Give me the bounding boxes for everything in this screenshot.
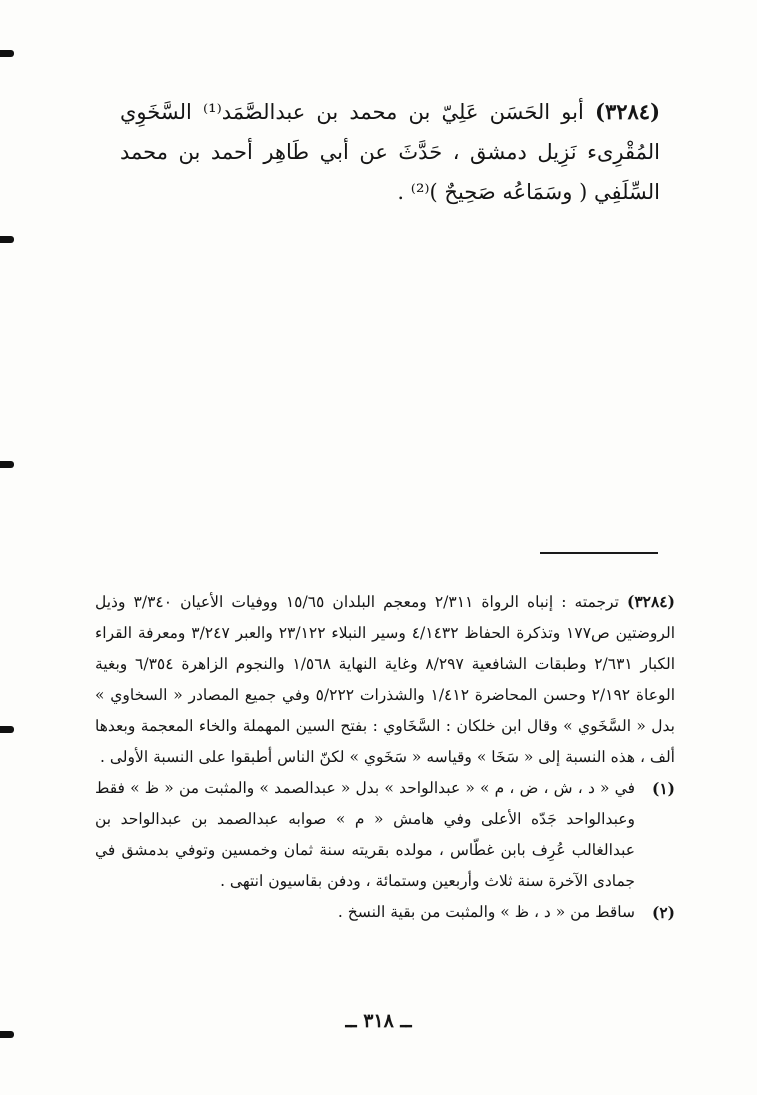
page-number: ــ ٣١٨ ــ: [345, 1010, 412, 1032]
edge-mark-4: [0, 726, 14, 733]
entry-number: (٣٢٨٤): [595, 99, 660, 124]
footnote-2-text: ساقط من « د ، ظ » والمثبت من بقية النسخ .: [337, 903, 635, 921]
edge-mark-1: [0, 50, 14, 57]
edge-mark-3: [0, 461, 14, 468]
footnote-1-text: في « د ، ش ، ض ، م » « عبدالواحد » بدل « عبدالصمد » والمثبت من « ظ » فقط وعبدالواحد جَدّه الأعلى وفي هامش « م » صوابه عبدالصمد بن عبدالواحد بن عبدالغالب عُرِف بابن غطّاس ، مولده بقريته سنة ثمان وخمسين وتوفي بدمشق في جمادى الآخرة سنة ثلاث وأربعين وستمائة ، ودفن بقاسيون انتهى .: [95, 779, 635, 890]
footnote-2-number: (٢): [651, 903, 675, 922]
biography-note-text: ترجمته : إنباه الرواة ٢/٣١١ ومعجم البلدان ١٥/٦٥ ووفيات الأعيان ٣/٣٤٠ وذيل الروضتين ص١٧٧ وتذكرة الحفاظ ٤/١٤٣٢ وسير النبلاء ٢٣/١٢٢ والعبر ٣/٢٤٧ ومعرفة القراء الكبار ٢/٦٣١ وطبقات الشافعية ٨/٢٩٧ وغاية النهاية ١/٥٦٨ والنجوم الزاهرة ٦/٣٥٤ وبغية الوعاة ٢/١٩٢ وحسن المحاضرة ١/٤١٢ والشذرات ٥/٢٢٢ وفي جميع المصادر « السخاوي » بدل « السَّخَوي » وقال ابن خلكان : السَّخَاوي : بفتح السين المهملة والخاء المعجمة وبعدها ألف ، هذه النسبة إلى « سَخَا » وقياسه « سَخَوي » لكنّ الناس أطبقوا على النسبة الأولى .: [95, 593, 676, 766]
footnote-separator: [540, 552, 658, 554]
footnote-1-number: (١): [651, 779, 675, 798]
entry-text: أبو الحَسَن عَلِيّ بن محمد بن عبدالصَّمَد⁽¹⁾ السَّخَوِي المُقْرِىء نَزِيل دمشق ، حَدَّثَ عن أبي طَاهِر أحمد بن محمد السِّلَفِي ( وسَمَاعُه صَحِيحٌ )⁽²⁾ .: [120, 100, 660, 204]
biography-note: [95, 586, 675, 773]
footnotes-section: [95, 586, 675, 928]
footnote-2: [95, 897, 675, 928]
edge-mark-2: [0, 236, 14, 243]
main-entry: [120, 92, 660, 212]
edge-mark-5: [0, 1031, 14, 1038]
biography-note-number: (٣٢٨٤): [626, 592, 675, 611]
footnote-1: [95, 773, 675, 897]
